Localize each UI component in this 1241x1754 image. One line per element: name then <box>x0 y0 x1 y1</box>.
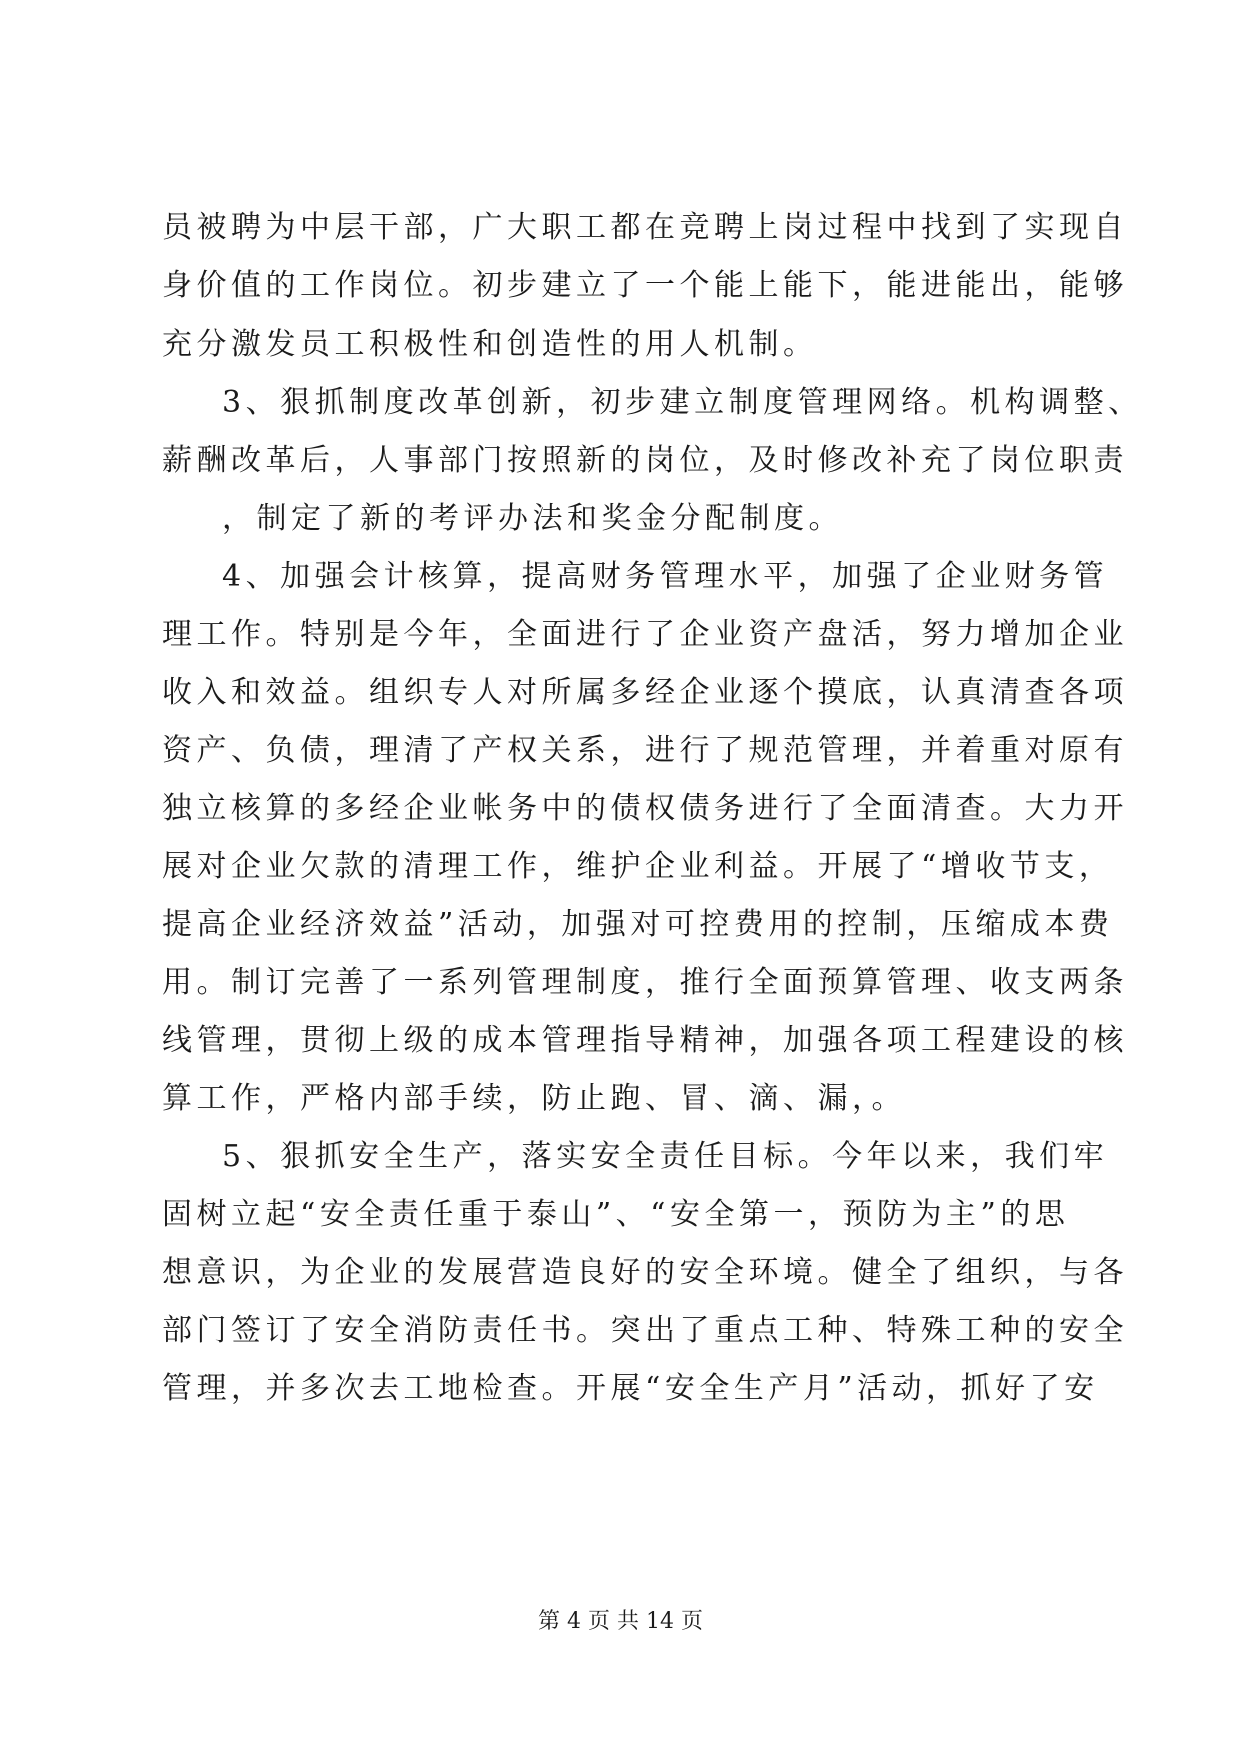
body-line: 独立核算的多经企业帐务中的债权债务进行了全面清查。大力开 <box>162 791 1128 826</box>
body-line: 理工作。特别是今年，全面进行了企业资产盘活，努力增加企业 <box>162 617 1128 652</box>
body-line: 资产、负债，理清了产权关系，进行了规范管理，并着重对原有 <box>162 733 1128 768</box>
body-line: 员被聘为中层干部，广大职工都在竞聘上岗过程中找到了实现自 <box>162 210 1128 245</box>
body-line: 部门签订了安全消防责任书。突出了重点工种、特殊工种的安全 <box>162 1313 1128 1348</box>
body-line: 提高企业经济效益”活动，加强对可控费用的控制，压缩成本费 <box>162 907 1114 942</box>
body-line: 薪酬改革后，人事部门按照新的岗位，及时修改补充了岗位职责 <box>162 443 1128 478</box>
paragraph-4-start: 4、加强会计核算，提高财务管理水平，加强了企业财务管 <box>222 559 1109 594</box>
body-line: 身价值的工作岗位。初步建立了一个能上能下，能进能出，能够 <box>162 268 1128 303</box>
body-line: 想意识，为企业的发展营造良好的安全环境。健全了组织，与各 <box>162 1255 1128 1290</box>
body-line: ，制定了新的考评办法和奖金分配制度。 <box>222 501 843 536</box>
body-line: 管理，并多次去工地检查。开展“安全生产月”活动，抓好了安 <box>162 1371 1099 1406</box>
body-line: 线管理，贯彻上级的成本管理指导精神，加强各项工程建设的核 <box>162 1023 1128 1058</box>
body-line: 固树立起“安全责任重于泰山”、“安全第一，预防为主”的思 <box>162 1197 1070 1232</box>
paragraph-3-start: 3、狠抓制度改革创新，初步建立制度管理网络。机构调整、 <box>222 385 1143 420</box>
body-line: 用。制订完善了一系列管理制度，推行全面预算管理、收支两条 <box>162 965 1128 1000</box>
page-number-footer: 第 4 页 共 14 页 <box>538 1609 703 1634</box>
body-line: 充分激发员工积极性和创造性的用人机制。 <box>162 327 818 362</box>
body-line: 展对企业欠款的清理工作，维护企业利益。开展了“增收节支， <box>162 849 1114 884</box>
body-line: 算工作，严格内部手续，防止跑、冒、滴、漏，。 <box>162 1081 906 1116</box>
body-line: 收入和效益。组织专人对所属多经企业逐个摸底，认真清查各项 <box>162 675 1128 710</box>
paragraph-5-start: 5、狠抓安全生产，落实安全责任目标。今年以来，我们牢 <box>222 1139 1109 1174</box>
